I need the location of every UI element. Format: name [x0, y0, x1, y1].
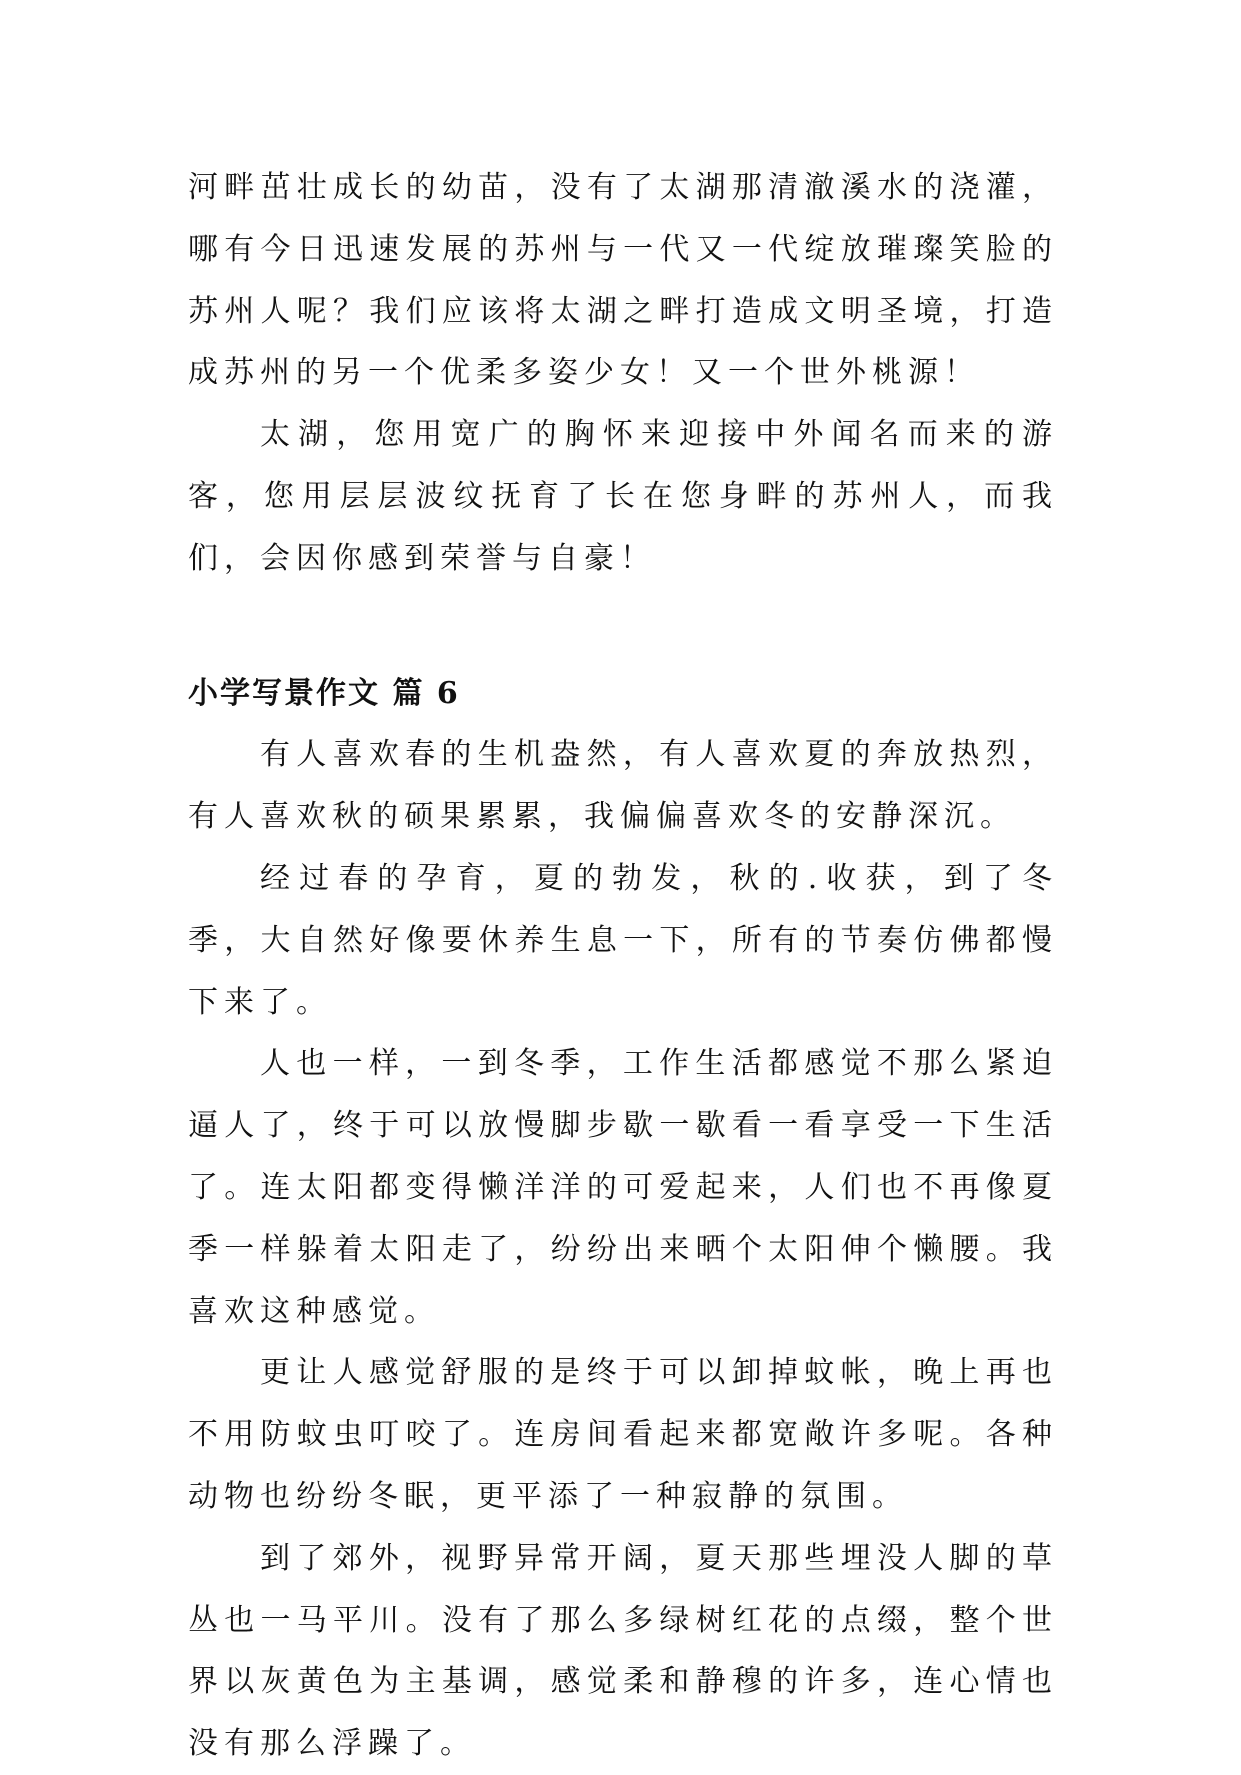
document-page [188, 157, 1058, 1775]
paragraph-people-winter: 人也一样，一到冬季，工作生活都感觉不那么紧迫逼人了，终于可以放慢脚步歇一歇看一看享受一下生活了。连太阳都变得懒洋洋的可爱起来，人们也不再像夏季一样躲着太阳走了，纷纷出来晒个太阳伸个懒腰。我喜欢这种感觉。 [188, 1046, 1058, 1329]
section-title: 小学写景作文 篇 6 [188, 675, 460, 711]
paragraph-taihu-closing: 太湖，您用宽广的胸怀来迎接中外闻名而来的游客，您用层层波纹抚育了长在您身畔的苏州人，而我们，会因你感到荣誉与自豪！ [188, 417, 1058, 576]
paragraph-taihu-continued: 河畔茁壮成长的幼苗，没有了太湖那清澈溪水的浇灌，哪有今日迅速发展的苏州与一代又一代绽放璀璨笑脸的苏州人呢？我们应该将太湖之畔打造成文明圣境，打造成苏州的另一个优柔多姿少女！又一个世外桃源！ [188, 170, 1058, 391]
paragraph-seasons: 有人喜欢春的生机盎然，有人喜欢夏的奔放热烈，有人喜欢秋的硕果累累，我偏偏喜欢冬的安静深沉。 [188, 737, 1058, 835]
paragraph-comfort: 更让人感觉舒服的是终于可以卸掉蚊帐，晚上再也不用防蚊虫叮咬了。连房间看起来都宽敞许多呢。各种动物也纷纷冬眠，更平添了一种寂静的氛围。 [188, 1355, 1058, 1514]
paragraph-countryside: 到了郊外，视野异常开阔，夏天那些埋没人脚的草丛也一马平川。没有了那么多绿树红花的点缀，整个世界以灰黄色为主基调，感觉柔和静穆的许多，连心情也没有那么浮躁了。 [188, 1540, 1058, 1762]
paragraph-winter-rest: 经过春的孕育，夏的勃发，秋的.收获，到了冬季，大自然好像要休养生息一下，所有的节奏仿佛都慢下来了。 [188, 860, 1058, 1020]
